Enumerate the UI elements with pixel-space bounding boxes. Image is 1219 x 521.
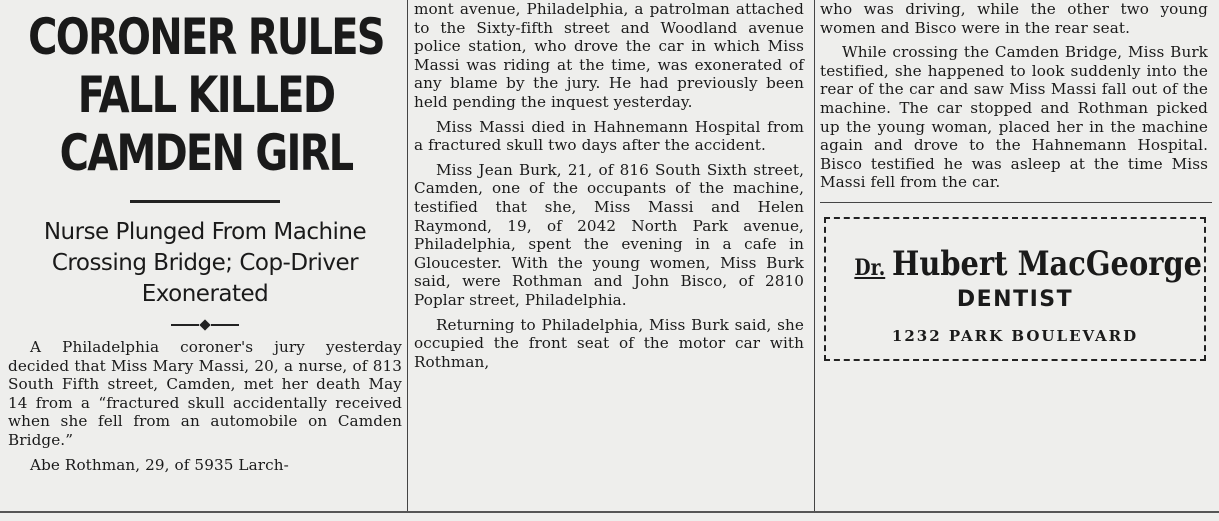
subhead: Nurse Plunged From Machine Crossing Bridge; Cop-Driver Exonerated [43, 219, 367, 307]
ad-title: DENTIST [956, 286, 1074, 312]
ad-address: 1232 PARK BOULEVARD [891, 326, 1139, 345]
paragraph: who was driving, while the other two young women and Bisco were in the rear seat. [820, 0, 1208, 37]
column-divider [407, 0, 408, 511]
paragraph: Miss Jean Burk, 21, of 816 South Sixth street, Camden, one of the occupants of the machine, testified that she, Miss Massi and Helen Raymond, 19, of 2042 North Park avenue, Philadelphia, spent the evening in a cafe in Gloucester. With the young women, Miss Burk said, were Rothman and John Bisco, of 2810 Poplar street, Philadelphia. [414, 160, 804, 309]
paragraph: mont avenue, Philadelphia, a patrolman attached to the Sixty-fifth street and Woodland avenue police station, who drove the car in which Miss Massi was riding at the time, was exonerated of any blame by the jury. He had previously been held pending the inquest yesterday. [414, 0, 804, 111]
column-1 [8, 0, 402, 507]
paragraph: Abe Rothman, 29, of 5935 Larch- [30, 455, 289, 474]
ad-prefix: Dr. [854, 254, 886, 281]
article-end-rule [820, 202, 1212, 203]
bottom-rule [0, 511, 1219, 513]
dentist-ad [824, 217, 1206, 361]
article-body-3 [820, 0, 1212, 192]
column-2 [414, 0, 808, 507]
dash-ornament [8, 318, 402, 332]
paragraph: A Philadelphia coroner's jury yesterday decided that Miss Mary Massi, 20, a nurse, of 813 South Fifth street, Camden, met her death May 14 from a “fractured skull accidentally received when she fell from an automobile on Camden Bridge.” [8, 338, 402, 449]
paragraph: Miss Massi died in Hahnemann Hospital from a fractured skull two days after the accident. [414, 117, 804, 155]
headline: CORONER RULES FALL KILLED CAMDEN GIRL [28, 8, 384, 182]
article-body-1 [8, 338, 402, 474]
ad-doctor-name: Hubert MacGeorge [892, 243, 1203, 284]
paragraph: While crossing the Camden Bridge, Miss Burk testified, she happened to look suddenly into the rear of the car and saw Miss Massi fall out of the machine. The car stopped and Rothman picked up the young woman, placed her in the machine again and drove to the Hahnemann Hospital. Bisco testified he was asleep at the time Miss Massi fell from the car. [820, 43, 1208, 192]
article-body-2 [414, 0, 808, 371]
paragraph: Returning to Philadelphia, Miss Burk said, she occupied the front seat of the motor car with Rothman, [414, 315, 804, 371]
column-divider [814, 0, 815, 511]
column-3 [820, 0, 1212, 507]
ad-name [854, 243, 1203, 287]
headline-rule [130, 200, 280, 203]
